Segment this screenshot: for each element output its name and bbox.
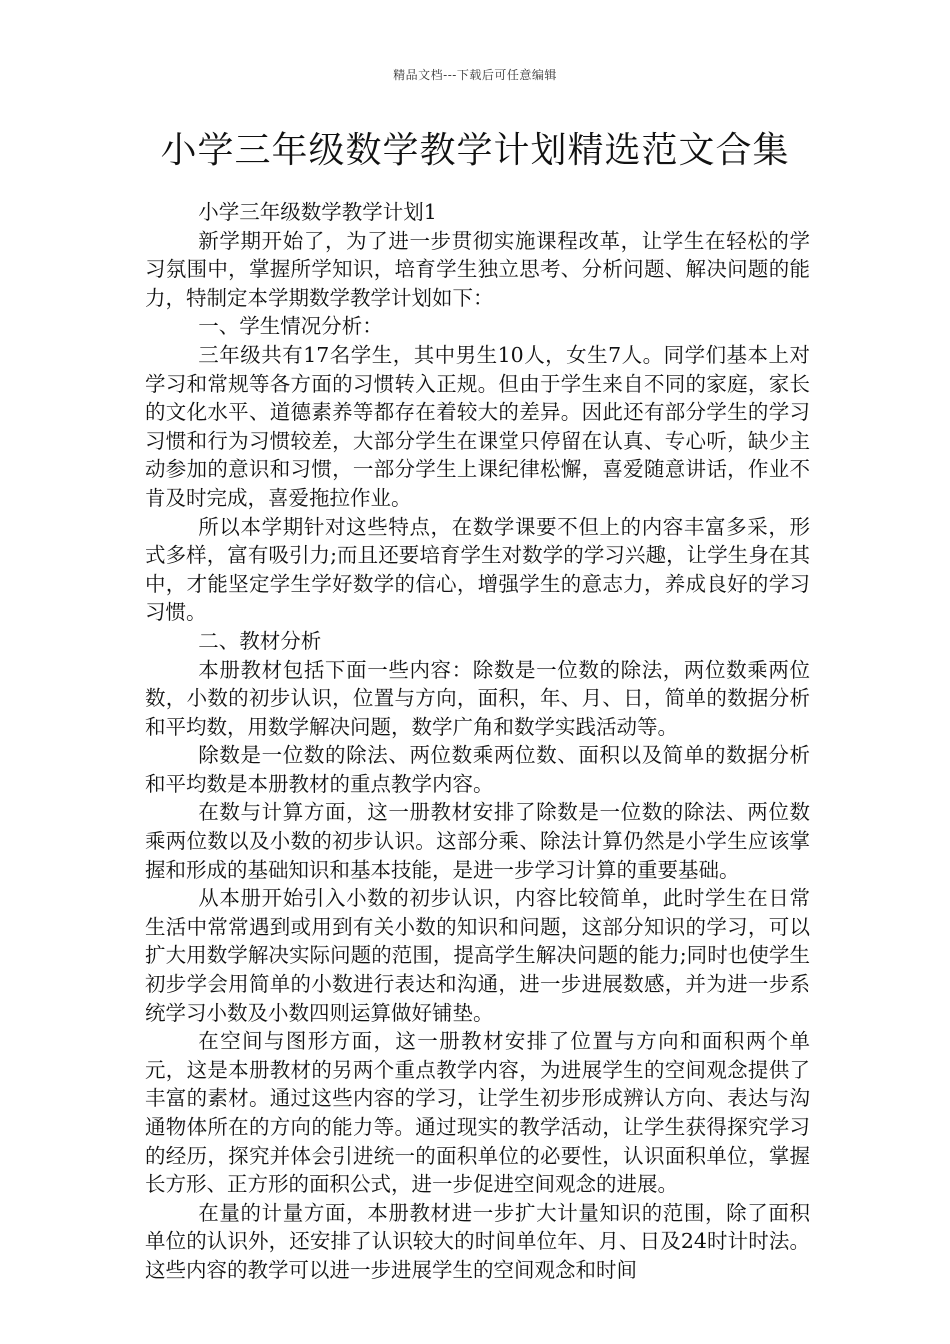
paragraph: 从本册开始引入小数的初步认识，内容比较简单，此时学生在日常生活中常常遇到或用到有关小数的知识和问题，这部分知识的学习，可以扩大用数学解决实际问题的范围，提高学生解决问题的能力;同时也使学生初步学会用简单的小数进行表达和沟通，进一步进展数感，并为进一步系统学习小数及小数四则运算做好铺垫。 xyxy=(145,886,810,1025)
document-body xyxy=(145,198,810,1285)
paragraph: 除数是一位数的除法、两位数乘两位数、面积以及简单的数据分析和平均数是本册教材的重点教学内容。 xyxy=(145,743,810,796)
paragraph: 在量的计量方面，本册教材进一步扩大计量知识的范围，除了面积单位的认识外，还安排了认识较大的时间单位年、月、日及24时计时法。这些内容的教学可以进一步进展学生的空间观念和时间 xyxy=(145,1200,810,1282)
section-heading: 小学三年级数学教学计划1 xyxy=(198,200,437,224)
paragraph: 新学期开始了，为了进一步贯彻实施课程改革，让学生在轻松的学习氛围中，掌握所学知识，培育学生独立思考、分析问题、解决问题的能力，特制定本学期数学教学计划如下： xyxy=(145,228,810,310)
paragraph: 在空间与图形方面，这一册教材安排了位置与方向和面积两个单元，这是本册教材的另两个重点教学内容，为进展学生的空间观念提供了丰富的素材。通过这些内容的学习，让学生初步形成辨认方向、表达与沟通物体所在的方向的能力等。通过现实的教学活动，让学生获得探究学习的经历，探究并体会引进统一的面积单位的必要性，认识面积单位，掌握长方形、正方形的面积公式，进一步促进空间观念的进展。 xyxy=(145,1029,810,1197)
section-heading: 二、教材分析 xyxy=(198,628,322,653)
section-heading: 一、学生情况分析： xyxy=(198,314,383,339)
header-note: 精品文档---下载后可任意编辑 xyxy=(393,68,557,82)
paragraph: 本册教材包括下面一些内容：除数是一位数的除法，两位数乘两位数，小数的初步认识，位置与方向，面积，年、月、日，简单的数据分析和平均数，用数学解决问题，数学广角和数学实践活动等。 xyxy=(145,657,810,739)
document-title: 小学三年级数学教学计划精选范文合集 xyxy=(160,130,790,171)
paragraph: 在数与计算方面，这一册教材安排了除数是一位数的除法、两位数乘两位数以及小数的初步认识。这部分乘、除法计算仍然是小学生应该掌握和形成的基础知识和基本技能，是进一步学习计算的重要基础。 xyxy=(145,800,810,882)
paragraph: 三年级共有17名学生，其中男生10人，女生7人。同学们基本上对学习和常规等各方面的习惯转入正规。但由于学生来自不同的家庭，家长的文化水平、道德素养等都存在着较大的差异。因此还有部分学生的学习习惯和行为习惯较差，大部分学生在课堂只停留在认真、专心听，缺少主动参加的意识和习惯，一部分学生上课纪律松懈，喜爱随意讲话，作业不肯及时完成，喜爱拖拉作业。 xyxy=(145,342,810,510)
paragraph: 所以本学期针对这些特点，在数学课要不但上的内容丰富多采，形式多样，富有吸引力;而且还要培育学生对数学的学习兴趣，让学生身在其中，才能坚定学生学好数学的信心，增强学生的意志力，养成良好的学习习惯。 xyxy=(145,514,810,625)
